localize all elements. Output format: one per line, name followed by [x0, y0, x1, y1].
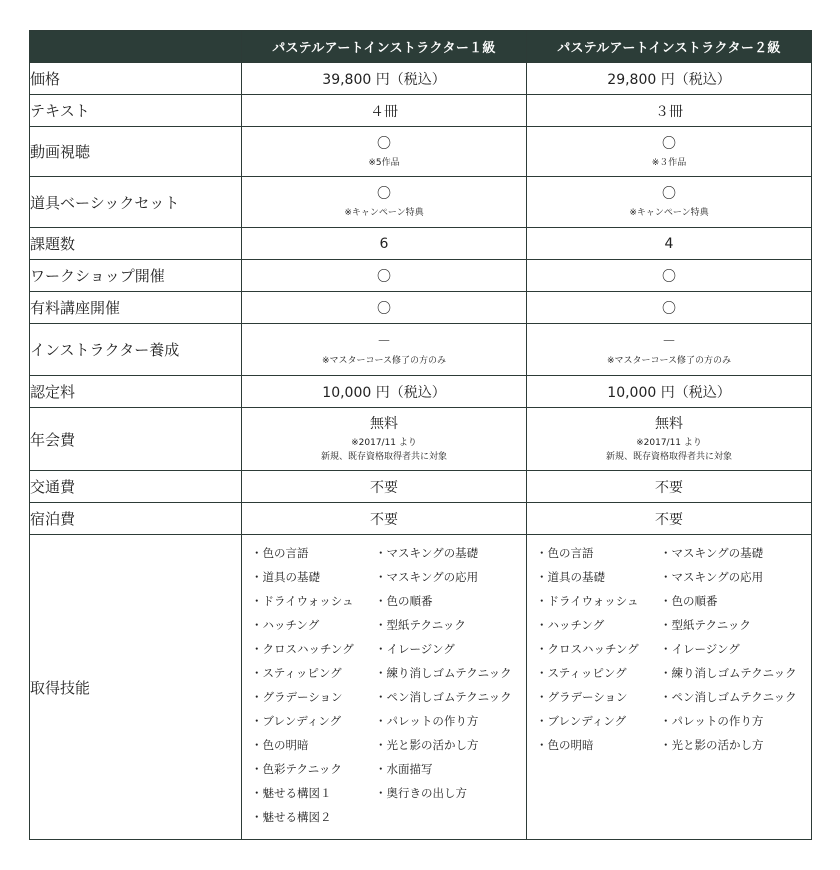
row-label: 宿泊費 [30, 503, 242, 535]
grade2-value: 〇 [662, 135, 676, 152]
grade2-value: 〇 [662, 186, 676, 203]
skill-item: ・パレットの作り方 [660, 714, 764, 728]
grade1-skills-left [251, 541, 375, 829]
grade2-value: ３冊 [527, 95, 812, 127]
skill-item: ・ハッチング [251, 618, 320, 632]
skill-item: ・ドライウォッシュ [251, 594, 354, 608]
grade2-value: 10,000 円（税込） [527, 376, 812, 408]
row-label: インストラクター養成 [30, 324, 242, 376]
skills-row [30, 535, 812, 840]
grade1-skills [242, 535, 526, 839]
skill-item: ・光と影の活かし方 [375, 738, 479, 752]
skill-item: ・色の順番 [375, 594, 433, 608]
row-label: 課題数 [30, 228, 242, 260]
table-row [30, 127, 812, 177]
table-row [30, 376, 812, 408]
grade2-skills-cell [527, 535, 812, 840]
table-row [30, 63, 812, 95]
skill-item: ・色の言語 [536, 546, 594, 560]
grade1-note-line2: 新規、既存資格取得者共に対象 [320, 452, 447, 462]
grade1-value: 無料 [370, 416, 398, 433]
skill-item: ・グラデーション [536, 690, 628, 704]
table-row [30, 324, 812, 376]
row-label: 価格 [30, 63, 242, 95]
header-grade1: パステルアートインストラクター１級 [242, 31, 527, 63]
row-label: ワークショップ開催 [30, 260, 242, 292]
row-label: 動画視聴 [30, 127, 242, 177]
grade1-cell [242, 127, 527, 177]
grade1-value: 不要 [242, 503, 527, 535]
header-blank-cell [30, 31, 242, 63]
row-label: 道具ベーシックセット [30, 177, 242, 228]
skill-item: ・スティッピング [536, 666, 627, 680]
grade2-value: 〇 [527, 292, 812, 324]
grade2-skills-right [660, 541, 811, 757]
grade2-note: ※マスターコース修了の方のみ [606, 355, 732, 366]
grade2-skills-left [536, 541, 660, 757]
skill-item: ・型紙テクニック [375, 618, 466, 632]
grade2-note [527, 437, 811, 465]
skill-item: ・グラデーション [251, 690, 343, 704]
comparison-table [29, 30, 812, 840]
skill-item: ・パレットの作り方 [375, 714, 479, 728]
skill-item: ・ペン消しゴムテクニック [375, 690, 512, 704]
grade2-note-line1: ※2017/11 より [636, 438, 702, 449]
grade2-value: 〇 [527, 260, 812, 292]
grade2-cell [527, 408, 812, 471]
grade1-value: 6 [242, 228, 527, 260]
skill-item: ・クロスハッチング [251, 642, 354, 656]
grade2-note: ※３作品 [651, 157, 687, 168]
skill-item: ・ブレンディング [536, 714, 627, 728]
skill-item: ・クロスハッチング [536, 642, 639, 656]
grade2-cell [527, 177, 812, 228]
skill-item: ・ペン消しゴムテクニック [660, 690, 797, 704]
skill-item: ・イレージング [375, 642, 455, 656]
grade1-note-line1: ※2017/11 より [351, 438, 417, 449]
skill-item: ・光と影の活かし方 [660, 738, 764, 752]
grade2-value: 不要 [527, 471, 812, 503]
grade1-value: 〇 [377, 135, 391, 152]
grade1-value: 39,800 円（税込） [242, 63, 527, 95]
row-label: 有料講座開催 [30, 292, 242, 324]
skill-item: ・色の明暗 [251, 738, 309, 752]
skill-item: ・色彩テクニック [251, 762, 342, 776]
row-label: テキスト [30, 95, 242, 127]
grade1-value: 不要 [242, 471, 527, 503]
skill-item: ・練り消しゴムテクニック [660, 666, 797, 680]
skill-item: ・マスキングの応用 [375, 570, 479, 584]
table-row [30, 260, 812, 292]
grade2-value: 無料 [655, 416, 683, 433]
grade2-note-line2: 新規、既存資格取得者共に対象 [605, 452, 732, 462]
grade2-note: ※キャンペーン特典 [629, 208, 709, 219]
row-label: 取得技能 [30, 535, 242, 840]
table-row [30, 177, 812, 228]
table-row [30, 503, 812, 535]
grade1-value: 10,000 円（税込） [242, 376, 527, 408]
skill-item: ・ドライウォッシュ [536, 594, 639, 608]
row-label: 年会費 [30, 408, 242, 471]
grade1-skills-cell [242, 535, 527, 840]
grade1-note: ※5作品 [368, 157, 400, 168]
skill-item: ・マスキングの基礎 [375, 546, 479, 560]
table-row [30, 408, 812, 471]
grade1-value: 〇 [242, 292, 527, 324]
skill-item: ・型紙テクニック [660, 618, 751, 632]
skill-item: ・色の言語 [251, 546, 309, 560]
skill-item: ・道具の基礎 [536, 570, 605, 584]
skill-item: ・マスキングの基礎 [660, 546, 764, 560]
grade1-note: ※キャンペーン特典 [344, 208, 424, 219]
header-grade2: パステルアートインストラクター２級 [527, 31, 812, 63]
grade2-value: － [662, 333, 676, 350]
skill-item: ・練り消しゴムテクニック [375, 666, 512, 680]
grade2-value: 不要 [527, 503, 812, 535]
skill-item: ・道具の基礎 [251, 570, 320, 584]
skill-item: ・ブレンディング [251, 714, 342, 728]
skill-item: ・魅せる構図２ [251, 810, 332, 824]
table-row [30, 471, 812, 503]
grade2-value: 4 [527, 228, 812, 260]
grade2-value: 29,800 円（税込） [527, 63, 812, 95]
skill-item: ・ハッチング [536, 618, 605, 632]
skill-item: ・イレージング [660, 642, 740, 656]
skill-item: ・奥行きの出し方 [375, 786, 467, 800]
grade2-cell [527, 324, 812, 376]
grade1-value: 〇 [242, 260, 527, 292]
grade1-note: ※マスターコース修了の方のみ [321, 355, 447, 366]
grade1-value: － [377, 333, 391, 350]
grade1-note [242, 437, 526, 465]
grade1-value: 〇 [377, 186, 391, 203]
grade2-cell [527, 127, 812, 177]
skill-item: ・色の明暗 [536, 738, 594, 752]
skill-item: ・スティッピング [251, 666, 342, 680]
grade1-cell [242, 324, 527, 376]
grade2-skills [527, 535, 811, 767]
skill-item: ・水面描写 [375, 762, 433, 776]
skill-item: ・マスキングの応用 [660, 570, 764, 584]
skill-item: ・魅せる構図１ [251, 786, 332, 800]
table-row [30, 228, 812, 260]
grade1-cell [242, 408, 527, 471]
row-label: 交通費 [30, 471, 242, 503]
table-row [30, 292, 812, 324]
row-label: 認定料 [30, 376, 242, 408]
grade1-cell [242, 177, 527, 228]
header-row [30, 31, 812, 63]
grade1-value: ４冊 [242, 95, 527, 127]
grade1-skills-right [375, 541, 526, 829]
skill-item: ・色の順番 [660, 594, 718, 608]
table-row [30, 95, 812, 127]
